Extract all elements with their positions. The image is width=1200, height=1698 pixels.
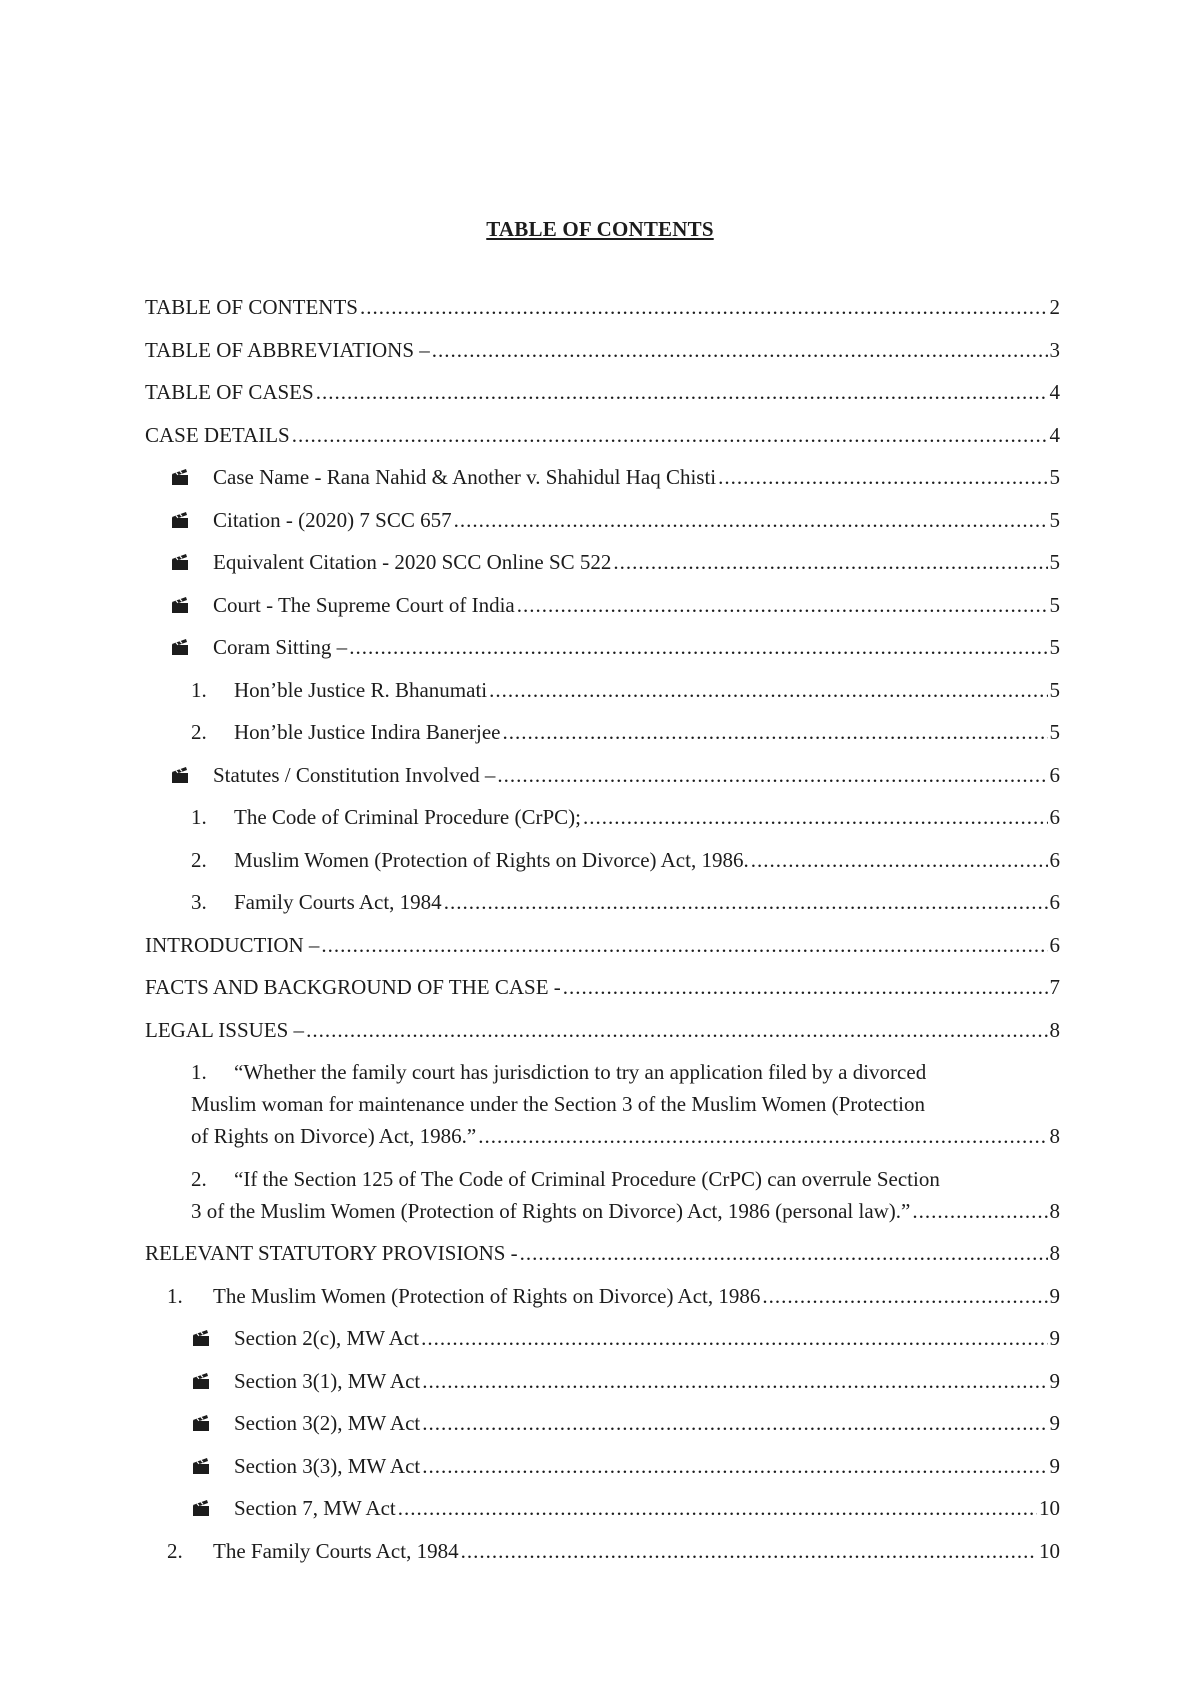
list-number: 2. <box>191 1166 207 1191</box>
toc-entry[interactable] <box>145 929 1060 961</box>
toc-entry[interactable] <box>145 291 1060 323</box>
dot-leader <box>444 886 1048 918</box>
toc-entry[interactable] <box>145 759 1060 791</box>
dot-leader <box>497 759 1047 791</box>
toc-entry[interactable] <box>145 546 1060 578</box>
dot-leader <box>360 291 1048 323</box>
dot-leader <box>563 971 1048 1003</box>
toc-entry-label: RELEVANT STATUTORY PROVISIONS - <box>145 1241 518 1265</box>
toc-page-number: 5 <box>1049 592 1060 617</box>
toc-page-number: 6 <box>1049 890 1060 914</box>
clapperboard-icon <box>191 1407 234 1439</box>
toc-entry[interactable] <box>145 674 1060 706</box>
list-number: 1. <box>191 805 207 829</box>
clapperboard-icon <box>170 504 213 536</box>
dot-leader <box>489 674 1047 706</box>
toc-entry-label: Section 3(2), MW Act <box>234 1411 421 1435</box>
clapperboard-icon <box>170 631 213 663</box>
clapperboard-icon <box>191 1492 234 1524</box>
toc-entry-line <box>191 1195 1060 1227</box>
toc-entry-label: of Rights on Divorce) Act, 1986.” <box>191 1124 477 1148</box>
toc-page-number: 2 <box>1049 295 1060 319</box>
toc-entry[interactable] <box>145 1280 1060 1312</box>
toc-entry-label: Family Courts Act, 1984 <box>234 890 442 914</box>
dot-leader <box>517 589 1048 621</box>
toc-page-number: 8 <box>1049 1017 1060 1042</box>
list-number: 1. <box>191 1060 207 1084</box>
toc-entry[interactable] <box>145 376 1060 408</box>
toc-entry-label: Section 2(c), MW Act <box>234 1326 420 1350</box>
list-number: 3. <box>191 890 207 914</box>
toc-page-number: 4 <box>1049 422 1060 447</box>
toc-page-number: 9 <box>1049 1368 1060 1393</box>
dot-leader <box>762 1280 1047 1312</box>
toc-page-number: 9 <box>1049 1283 1060 1308</box>
dot-leader <box>306 1014 1047 1046</box>
toc-entry-label: 3 of the Muslim Women (Protection of Rights on Divorce) Act, 1986 (personal law).” <box>191 1198 911 1223</box>
clapperboard-icon <box>170 589 213 621</box>
toc-entry[interactable] <box>145 1535 1060 1567</box>
toc-page-number: 5 <box>1049 507 1060 532</box>
toc-entry-label: The Muslim Women (Protection of Rights on Divorce) Act, 1986 <box>213 1283 761 1308</box>
toc-entry-label: The Code of Criminal Procedure (CrPC); <box>234 805 582 829</box>
dot-leader <box>718 461 1047 493</box>
dot-leader <box>432 334 1048 366</box>
toc-entry-label: TABLE OF ABBREVIATIONS – <box>145 337 430 362</box>
toc-entry[interactable] <box>145 334 1060 366</box>
toc-entry-label: FACTS AND BACKGROUND OF THE CASE - <box>145 975 561 999</box>
clapperboard-icon <box>191 1322 234 1354</box>
toc-page-number: 5 <box>1049 550 1060 574</box>
toc-entry-label: Case Name - Rana Nahid & Another v. Shahidul Haq Chisti <box>213 465 717 489</box>
dot-leader <box>421 1322 1047 1354</box>
toc-page-number: 10 <box>1039 1496 1060 1520</box>
clapperboard-icon <box>191 1450 234 1482</box>
toc-entry-label: The Family Courts Act, 1984 <box>213 1538 459 1563</box>
dot-leader <box>292 419 1048 451</box>
dot-leader <box>502 716 1047 748</box>
dot-leader <box>912 1195 1047 1227</box>
toc-page-number: 5 <box>1049 465 1060 489</box>
toc-page-number: 5 <box>1049 720 1060 744</box>
toc-entry[interactable] <box>145 1014 1060 1046</box>
toc-page-number: 4 <box>1049 380 1060 404</box>
toc-entry-label: Court - The Supreme Court of India <box>213 592 515 617</box>
list-number: 1. <box>167 1283 183 1308</box>
toc-entry[interactable] <box>145 504 1060 536</box>
toc-page-number: 10 <box>1039 1538 1060 1563</box>
dot-leader <box>751 844 1048 876</box>
toc-entry[interactable] <box>145 419 1060 451</box>
toc-entry[interactable] <box>145 1322 1060 1354</box>
list-number: 1. <box>191 677 207 702</box>
toc-entry-label: Equivalent Citation - 2020 SCC Online SC 522 <box>213 550 612 574</box>
dot-leader <box>422 1365 1047 1397</box>
toc-page-number: 5 <box>1049 677 1060 702</box>
toc-entry[interactable] <box>145 631 1060 663</box>
toc-page-number: 6 <box>1049 932 1060 957</box>
toc-page-number: 5 <box>1049 635 1060 659</box>
toc-entry-line <box>191 1056 1060 1088</box>
toc-entry-line <box>191 1163 1060 1195</box>
toc-entry-label: Coram Sitting – <box>213 635 348 659</box>
toc-entry[interactable] <box>145 1407 1060 1439</box>
toc-page-number: 7 <box>1049 975 1060 999</box>
dot-leader <box>422 1407 1047 1439</box>
clapperboard-icon <box>191 1365 234 1397</box>
list-number: 2. <box>167 1538 183 1563</box>
toc-entry-label: Section 3(3), MW Act <box>234 1453 421 1478</box>
toc-entry-line: Muslim woman for maintenance under the Section 3 of the Muslim Women (Protection <box>191 1092 925 1116</box>
toc-entry-multiline[interactable] <box>145 1056 1060 1152</box>
toc-page-number: 9 <box>1049 1411 1060 1435</box>
toc-entry[interactable] <box>145 1492 1060 1524</box>
toc-entry[interactable] <box>145 461 1060 493</box>
page-title: TABLE OF CONTENTS <box>486 217 714 241</box>
toc-entry-multiline[interactable] <box>145 1163 1060 1227</box>
toc-entry[interactable] <box>145 971 1060 1003</box>
dot-leader <box>422 1450 1047 1482</box>
toc-entry[interactable] <box>145 886 1060 918</box>
list-number: 2. <box>191 720 207 744</box>
toc-page-number: 8 <box>1049 1241 1060 1265</box>
toc-entry[interactable] <box>145 589 1060 621</box>
clapperboard-icon <box>170 546 213 578</box>
toc-entry[interactable] <box>145 1237 1060 1269</box>
clapperboard-icon <box>170 461 213 493</box>
dot-leader <box>478 1120 1047 1152</box>
dot-leader <box>583 801 1047 833</box>
toc-entry-label: INTRODUCTION – <box>145 932 320 957</box>
toc-entry[interactable] <box>145 1450 1060 1482</box>
toc-entry-label: Hon’ble Justice R. Bhanumati <box>234 677 488 702</box>
dot-leader <box>461 1535 1037 1567</box>
toc-entry-label: LEGAL ISSUES – <box>145 1017 305 1042</box>
toc-entry-label: TABLE OF CONTENTS <box>145 295 358 319</box>
toc-entry[interactable] <box>145 844 1060 876</box>
toc-entry-label: Section 7, MW Act <box>234 1496 396 1520</box>
toc-entry-label: Hon’ble Justice Indira Banerjee <box>234 720 501 744</box>
toc-entry-label: Statutes / Constitution Involved – <box>213 762 496 787</box>
toc-entry-label: Muslim Women (Protection of Rights on Divorce) Act, 1986. <box>234 847 749 872</box>
dot-leader <box>520 1237 1048 1269</box>
dot-leader <box>349 631 1047 663</box>
dot-leader <box>454 504 1048 536</box>
toc-entry-line <box>191 1120 1060 1152</box>
toc-page-number: 6 <box>1049 805 1060 829</box>
toc-page-number: 6 <box>1049 847 1060 872</box>
toc-page-number: 8 <box>1049 1124 1060 1148</box>
toc-entry-label: CASE DETAILS <box>145 422 290 447</box>
dot-leader <box>321 929 1047 961</box>
dot-leader <box>316 376 1048 408</box>
table-of-contents <box>145 291 1060 1577</box>
toc-entry-label: Section 3(1), MW Act <box>234 1368 421 1393</box>
clapperboard-icon <box>170 759 213 791</box>
toc-entry-label: “Whether the family court has jurisdiction to try an application filed by a divorced <box>234 1060 927 1084</box>
toc-entry-label: Citation - (2020) 7 SCC 657 <box>213 507 452 532</box>
toc-page-number: 6 <box>1049 762 1060 787</box>
toc-page-number: 9 <box>1049 1326 1060 1350</box>
toc-entry[interactable] <box>145 801 1060 833</box>
toc-page-number: 8 <box>1049 1198 1060 1223</box>
toc-page-number: 9 <box>1049 1453 1060 1478</box>
toc-entry-label: “If the Section 125 of The Code of Criminal Procedure (CrPC) can overrule Section <box>234 1166 940 1191</box>
dot-leader <box>398 1492 1037 1524</box>
toc-entry[interactable] <box>145 1365 1060 1397</box>
toc-entry-label: TABLE OF CASES <box>145 380 314 404</box>
toc-page-number: 3 <box>1049 337 1060 362</box>
dot-leader <box>613 546 1047 578</box>
toc-entry[interactable] <box>145 716 1060 748</box>
list-number: 2. <box>191 847 207 872</box>
